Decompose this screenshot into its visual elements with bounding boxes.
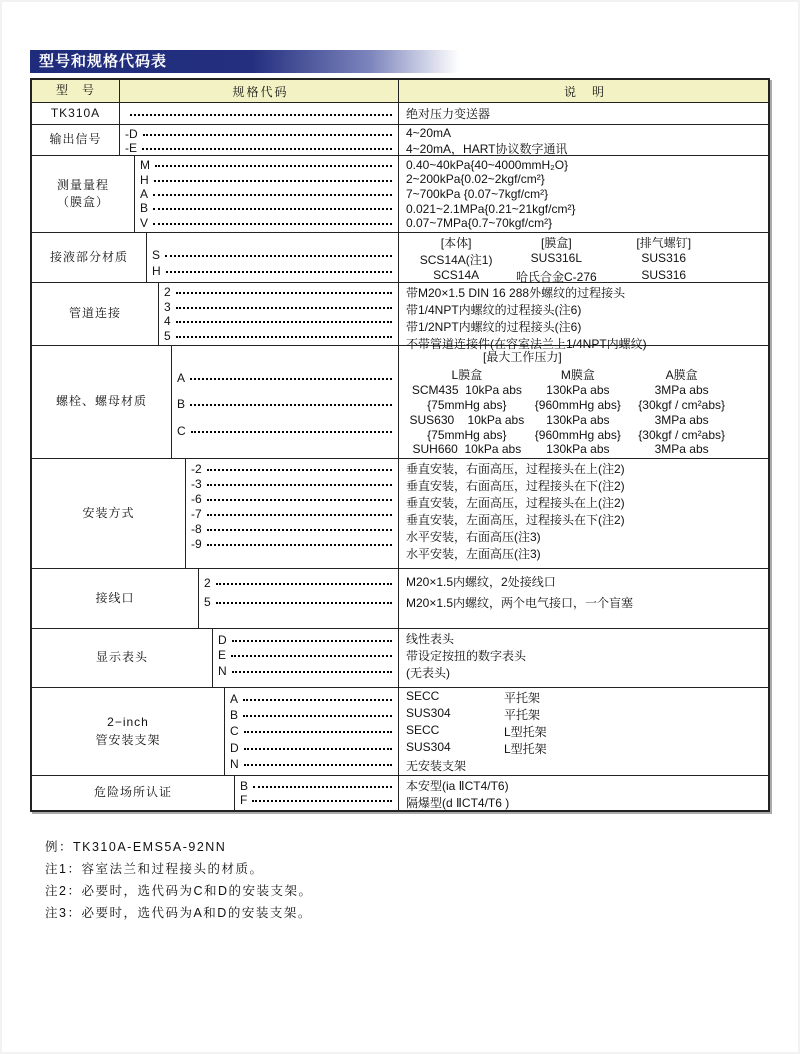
dotted-leader	[190, 404, 392, 406]
description-line: 垂直安装，右面高压，过程接头在上(注2)	[406, 462, 625, 476]
spec-code: F	[240, 793, 248, 808]
description-table-cell: 3MPa abs	[654, 383, 709, 398]
dotted-leader	[207, 484, 392, 486]
bracket-material: 无安装支架	[406, 759, 467, 773]
spec-code: N	[218, 663, 227, 678]
description-table-row	[406, 413, 764, 427]
header-spec-code: 规格代码	[232, 84, 289, 99]
spec-code: 5	[204, 595, 211, 609]
description-line: 带1/4NPT内螺纹的过程接头(注6)	[406, 303, 582, 317]
section-label-line: 接线口	[95, 590, 135, 605]
description-table-header-cell: [本体]	[440, 236, 472, 250]
dotted-leader	[190, 378, 392, 380]
spec-code: V	[140, 215, 149, 230]
dotted-leader	[155, 165, 392, 167]
description-table-cell: SUS630 10kPa abs	[409, 412, 525, 427]
description-table-cell: SUS316	[641, 251, 687, 265]
spec-code: M	[140, 158, 150, 173]
description-line: 水平安装，左面高压(注3)	[406, 547, 541, 561]
description-table-header-cell: L膜盒	[451, 367, 483, 382]
spec-code-line	[140, 201, 396, 215]
dotted-leader	[243, 715, 392, 717]
spec-code-line	[230, 741, 396, 755]
spec-code-line	[177, 397, 396, 411]
description-cell	[398, 103, 768, 124]
description-line	[406, 706, 764, 723]
spec-code-line	[152, 263, 396, 279]
spec-code: -D	[125, 127, 138, 141]
spec-code-line	[191, 507, 396, 521]
spec-codes	[135, 156, 398, 232]
description-line: 垂直安装，左面高压，过程接头在上(注2)	[406, 496, 625, 510]
description-table-cell: 130kPa abs	[546, 383, 610, 398]
table-section-conduit	[32, 568, 768, 628]
description-line: 带1/2NPT内螺纹的过程接头(注6)	[406, 320, 582, 334]
spec-code-line	[191, 477, 396, 491]
spec-code-line	[125, 113, 396, 115]
section-label	[32, 233, 147, 282]
description-line: 4~20mA，HART协议数字通讯	[406, 142, 568, 156]
spec-codes	[172, 346, 398, 458]
table-section-hazard-cert	[32, 775, 768, 810]
description-table-header-cell: A膜盒	[665, 367, 698, 382]
spec-code: 2	[204, 576, 211, 590]
header-model: 型 号	[32, 80, 120, 102]
section-label	[32, 103, 120, 124]
section-label	[32, 346, 172, 458]
description-line: 隔爆型(d ⅡCT4/T6 )	[406, 796, 510, 810]
spec-code-line	[177, 424, 396, 438]
table-section-model	[32, 102, 768, 124]
section-label	[32, 776, 235, 810]
bracket-material: SUS304	[406, 706, 451, 720]
description-table-cell: {960mmHg abs}	[534, 427, 621, 442]
bracket-type: L型托架	[504, 742, 547, 756]
description-line: M20×1.5内螺纹，2处接线口	[406, 575, 556, 590]
section-label-line: 管道连接	[68, 306, 121, 321]
table-section-mounting	[32, 458, 768, 568]
description-table-cell: 130kPa abs	[546, 412, 610, 427]
spec-code-line	[218, 648, 396, 662]
dotted-leader	[143, 134, 392, 136]
spec-code-line	[191, 492, 396, 506]
description-cell	[398, 233, 768, 282]
description-line: 7~700kPa {0.07~7kgf/cm²}	[406, 186, 549, 201]
spec-code: S	[152, 248, 161, 262]
dotted-leader	[176, 292, 392, 294]
description-cell	[398, 776, 768, 810]
description-table-cell: 哈氏合金C-276	[516, 270, 597, 284]
spec-codes	[213, 629, 398, 687]
spec-code-line	[164, 300, 396, 314]
spec-codes	[235, 776, 398, 810]
spec-code-line	[177, 371, 396, 385]
spec-code: C	[230, 724, 239, 739]
spec-code-table	[30, 78, 770, 812]
dotted-leader	[243, 699, 392, 701]
description-cell	[398, 629, 768, 687]
spec-codes	[225, 688, 398, 775]
description-table-cell: 3MPa abs	[654, 442, 709, 457]
section-label-line: 接液部分材质	[49, 249, 128, 264]
description-table-row	[406, 428, 764, 442]
description-table-cell: {30kgf / cm²abs}	[638, 398, 725, 412]
section-label-line: 输出信号	[49, 132, 102, 147]
spec-code-line	[240, 779, 396, 793]
table-header-row	[32, 80, 768, 102]
description-line	[406, 689, 764, 706]
spec-code-line	[230, 724, 396, 738]
spec-code-line	[218, 664, 396, 678]
spec-code-line	[140, 158, 396, 172]
spec-code-line	[164, 314, 396, 328]
spec-code-line	[230, 692, 396, 706]
description-cell	[398, 459, 768, 568]
description-table-cell: {75mmHg abs}	[427, 398, 507, 412]
description-line: 0.07~7MPa{0.7~70kgf/cm²}	[406, 216, 553, 231]
dotted-leader	[130, 114, 392, 116]
dotted-leader	[216, 602, 392, 604]
description-line: 2~200kPa{0.02~2kgf/cm²}	[406, 172, 545, 187]
spec-code-line	[230, 757, 396, 771]
spec-code: A	[177, 370, 186, 385]
table-section-wetted-parts	[32, 232, 768, 282]
spec-codes	[120, 103, 398, 124]
spec-code: -8	[191, 522, 202, 536]
spec-code-line	[204, 595, 396, 609]
bracket-type: 平托架	[504, 691, 541, 705]
table-section-bolt-nut-material	[32, 345, 768, 458]
spec-code: D	[230, 740, 239, 755]
spec-code: A	[230, 692, 239, 707]
spec-code: -E	[125, 141, 137, 155]
dotted-leader	[232, 671, 392, 673]
header-description: 说 明	[398, 80, 768, 102]
description-table-cell: SUS316L	[530, 251, 583, 265]
spec-code-line	[191, 522, 396, 536]
description-table-header-cell: M膜盒	[560, 367, 595, 382]
example-code-line: 例：TK310A-EMS5A-92NN	[45, 840, 227, 854]
spec-code-line	[140, 216, 396, 230]
bracket-type: L型托架	[504, 725, 547, 739]
dotted-leader	[191, 431, 392, 433]
section-label-line: 危险场所认证	[93, 785, 172, 800]
table-section-pipe-connection	[32, 282, 768, 351]
spec-code: C	[177, 423, 186, 438]
bracket-material: SECC	[406, 689, 440, 703]
description-cell	[398, 283, 768, 351]
spec-code-line	[140, 173, 396, 187]
spec-code: -2	[191, 462, 202, 476]
spec-code-line	[240, 793, 396, 807]
description-table-header	[406, 366, 764, 383]
section-label-line: 显示表头	[95, 650, 148, 665]
description-table-cell: 3MPa abs	[654, 412, 709, 427]
spec-code-line	[125, 127, 396, 141]
description-line: 垂直安装，右面高压，过程接头在下(注2)	[406, 479, 625, 493]
section-label	[32, 459, 186, 568]
dotted-leader	[166, 271, 392, 273]
section-label-line: （膜盒）	[56, 195, 109, 209]
spec-code: D	[218, 632, 227, 647]
description-line: (无表头)	[406, 666, 450, 680]
table-body	[32, 102, 768, 810]
spec-code: B	[177, 397, 186, 411]
section-label-line: 测量量程	[56, 177, 109, 192]
spec-codes	[186, 459, 398, 568]
dotted-leader	[154, 180, 392, 182]
spec-code-line	[191, 462, 396, 476]
description-cell	[398, 346, 768, 458]
dotted-leader	[207, 499, 392, 501]
spec-code: 4	[164, 314, 171, 329]
section-label-line: 2−inch	[107, 715, 149, 730]
description-table-cell: SUS316	[641, 268, 687, 282]
description-line: M20×1.5内螺纹，两个电气接口，一个盲塞	[406, 595, 634, 610]
description-table-row	[406, 251, 764, 268]
spec-codes	[120, 125, 398, 155]
description-table-header-cell: [膜盒]	[541, 236, 572, 250]
description-cell	[398, 156, 768, 232]
dotted-leader	[232, 640, 392, 642]
footnotes	[45, 836, 313, 924]
section-label	[32, 629, 213, 687]
spec-code: B	[230, 708, 239, 723]
description-table-cell: {960mmHg abs}	[534, 398, 621, 412]
dotted-leader	[176, 336, 392, 338]
table-section-output-signal	[32, 124, 768, 155]
dotted-leader	[231, 655, 392, 657]
description-line: 线性表头	[406, 632, 455, 646]
description-table-row	[406, 383, 764, 397]
section-label	[32, 156, 135, 232]
dotted-leader	[207, 529, 392, 531]
dotted-leader	[176, 307, 392, 309]
dotted-leader	[176, 321, 392, 323]
spec-code: E	[218, 648, 227, 662]
dotted-leader	[142, 148, 392, 150]
section-label-line: 螺栓、螺母材质	[55, 394, 147, 409]
description-table-header-cell: [排气螺钉]	[636, 236, 692, 250]
section-label-line: TK310A	[50, 105, 101, 120]
spec-code: N	[230, 756, 239, 771]
dotted-leader	[244, 748, 392, 750]
description-line: 绝对压力变送器	[406, 107, 491, 121]
spec-code: -7	[191, 507, 202, 521]
description-line: 带M20×1.5 DIN 16 288外螺纹的过程接头	[406, 286, 626, 300]
section-label	[32, 125, 120, 155]
section-label	[32, 283, 159, 345]
spec-code-line	[152, 247, 396, 263]
dotted-leader	[244, 764, 392, 766]
section-title-bar	[30, 50, 770, 73]
footnote-line: 注2：必要时，选代码为C和D的安装支架。	[45, 884, 313, 898]
spec-code: -9	[191, 537, 202, 551]
spec-codes	[147, 233, 398, 282]
spec-code: 3	[164, 299, 171, 314]
footnote-line: 注3：必要时，选代码为A和D的安装支架。	[45, 906, 312, 920]
description-table-cell: {30kgf / cm²abs}	[638, 427, 725, 442]
description-table-cell: {75mmHg abs}	[427, 427, 507, 442]
description-line	[406, 757, 764, 774]
description-cell	[398, 125, 768, 155]
description-cell	[398, 688, 768, 775]
section-label-line: 管安装支架	[95, 732, 161, 747]
bracket-material: SECC	[406, 723, 440, 737]
description-line	[406, 723, 764, 740]
description-line: 不带管道连接件(在容室法兰上1/4NPT内螺纹)	[406, 337, 647, 351]
spec-code-line	[164, 329, 396, 343]
table-section-indicator	[32, 628, 768, 687]
section-label	[32, 569, 199, 628]
description-table-cell: SCS14A(注1)	[419, 253, 493, 267]
description-line: 垂直安装，左面高压，过程接头在下(注2)	[406, 513, 625, 527]
section-label-line: 安装方式	[82, 505, 135, 520]
spec-code: A	[140, 186, 149, 201]
dotted-leader	[216, 583, 392, 585]
spec-codes	[199, 569, 398, 628]
dotted-leader	[153, 208, 392, 210]
spec-code-line	[218, 633, 396, 647]
dotted-leader	[165, 255, 392, 257]
dotted-leader	[153, 223, 392, 225]
dotted-leader	[207, 544, 392, 546]
spec-code: H	[140, 172, 149, 187]
description-table-header	[406, 234, 764, 251]
dotted-leader	[253, 786, 392, 788]
spec-code-line	[125, 141, 396, 155]
description-line: 0.40~40kPa{40~4000mmH₂O}	[406, 157, 569, 172]
spec-code: 5	[164, 328, 171, 343]
description-line: 带设定按扭的数字表头	[406, 649, 527, 663]
dotted-leader	[244, 731, 392, 733]
description-table-cell: 130kPa abs	[546, 442, 610, 457]
table-section-bracket	[32, 687, 768, 775]
description-line: 4~20mA	[406, 126, 452, 140]
dotted-leader	[207, 514, 392, 516]
dotted-leader	[207, 469, 392, 471]
spec-code-line	[164, 285, 396, 299]
dotted-leader	[252, 800, 392, 802]
spec-codes	[159, 283, 398, 345]
bracket-material: SUS304	[406, 740, 451, 754]
spec-code-line	[140, 187, 396, 201]
description-table-cell: SUH660 10kPa abs	[412, 442, 522, 457]
spec-code: B	[140, 201, 149, 216]
spec-code: H	[152, 264, 161, 278]
description-table-row	[406, 398, 764, 412]
page-title: 型号和规格代码表	[39, 53, 168, 70]
description-line: 本安型(ia ⅡCT4/T6)	[406, 779, 509, 793]
description-table-cell: SCS14A	[433, 268, 480, 282]
section-label	[32, 688, 225, 775]
spec-code-line	[204, 576, 396, 590]
table-section-measuring-range	[32, 155, 768, 232]
description-cell	[398, 569, 768, 628]
description-table-cell: SCM435 10kPa abs	[411, 383, 522, 398]
description-table-row	[406, 442, 764, 456]
spec-code-line	[230, 708, 396, 722]
footnote-line: 注1：容室法兰和过程接头的材质。	[45, 862, 264, 876]
spec-code: -3	[191, 477, 202, 491]
bracket-type: 平托架	[504, 708, 541, 722]
spec-code: 2	[164, 285, 171, 300]
max-working-pressure-title: [最大工作压力]	[483, 349, 562, 364]
spec-code-line	[191, 537, 396, 551]
dotted-leader	[153, 194, 392, 196]
spec-code: -6	[191, 492, 202, 506]
spec-code: B	[240, 778, 249, 793]
description-line	[406, 740, 764, 757]
description-line: 0.021~2.1MPa{0.21~21kgf/cm²}	[406, 201, 576, 216]
description-line: 水平安装，右面高压(注3)	[406, 530, 541, 544]
